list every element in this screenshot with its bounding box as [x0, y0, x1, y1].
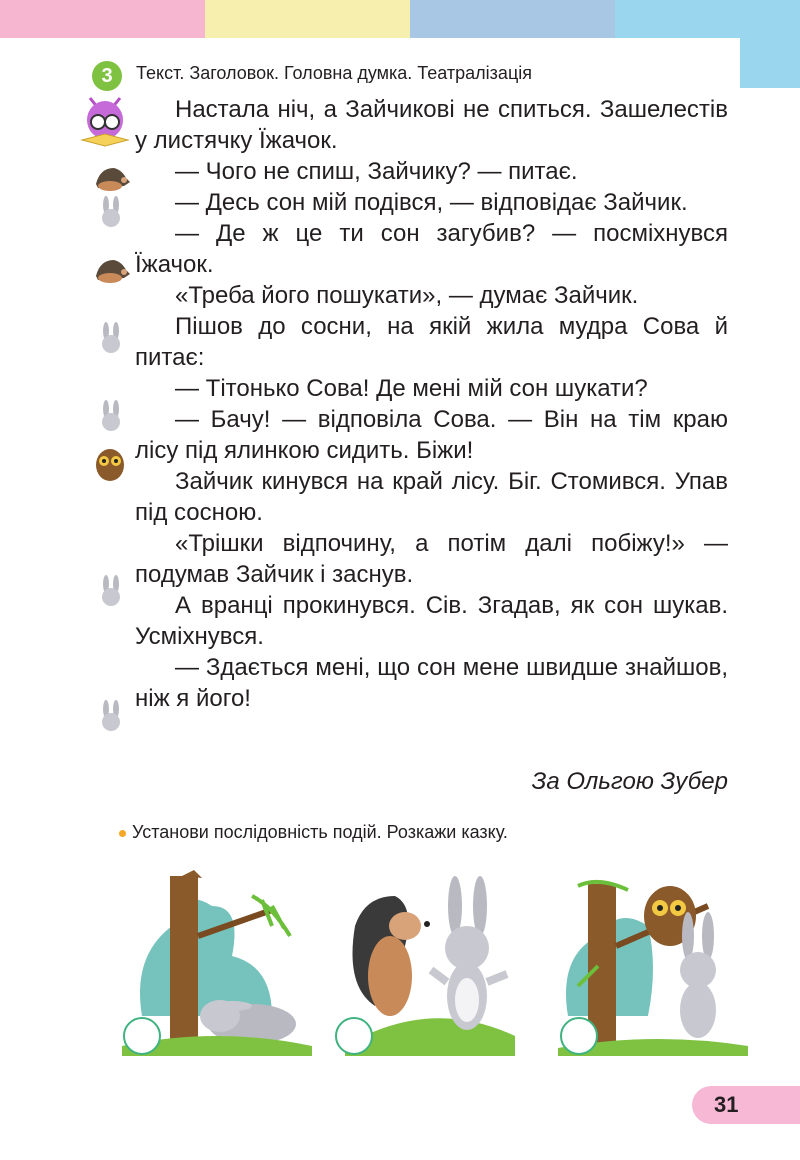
sequence-number-circle-2[interactable] [335, 1017, 373, 1055]
story-paragraph: Зайчик кинувся на край лісу. Біг. Стомився. Упав під сосною. [135, 468, 728, 526]
bunny-icon [92, 575, 132, 607]
story-paragraph: А вранці прокинувся. Сів. Згадав, як сон шукав. Усміхнувся. [135, 592, 728, 650]
task-text: Установи послідовність подій. Розкажи казку. [132, 822, 508, 842]
bunny-icon [92, 196, 132, 228]
top-bar-cyan [615, 0, 800, 38]
bunny-icon [92, 322, 132, 354]
story-paragraph: — Чого не спиш, Зайчику? — питає. [175, 158, 578, 185]
bunny-icon [92, 700, 132, 732]
story-paragraph: — Де ж це ти сон загубив? — посміхнувся Їжачок. [135, 220, 728, 278]
lesson-number-badge: 3 [92, 61, 122, 91]
bunny-icon [92, 400, 132, 432]
sequence-number-circle-1[interactable] [123, 1017, 161, 1055]
author-credit: За Ольгою Зубер [531, 768, 728, 795]
page-number: 31 [692, 1086, 800, 1124]
top-bar-pink [0, 0, 205, 38]
owl-icon [92, 443, 132, 483]
top-color-bar [0, 0, 800, 38]
hedgehog-icon [92, 254, 132, 286]
story-paragraph: — Тітонько Сова! Де мені мій сон шукати? [175, 375, 648, 402]
story-paragraph: «Треба його пошукати», — думає Зайчик. [175, 282, 639, 309]
story-paragraph: — Здається мені, що сон мене швидше знайшов, ніж я його! [135, 654, 728, 712]
story-paragraph: Настала ніч, а Зайчикові не спиться. Зашелестів у листячку Їжачок. [135, 96, 728, 154]
hedgehog-icon [92, 162, 132, 194]
top-right-tab [740, 38, 800, 88]
story-paragraph: «Трішки відпочину, а потім далі побіжу!» — подумав Зайчик і заснув. [135, 530, 728, 588]
top-bar-blue [410, 0, 615, 38]
bullet-icon [119, 830, 126, 837]
lesson-title: Текст. Заголовок. Головна думка. Театралізація [136, 63, 532, 83]
reader-owl-icon [80, 90, 130, 150]
story-paragraph: — Десь сон мій подівся, — відповідає Зайчик. [175, 189, 688, 216]
story-paragraph: — Бачу! — відповіла Сова. — Він на тім краю лісу під ялинкою сидить. Біжи! [135, 406, 728, 464]
task-instruction [119, 822, 508, 843]
story-text [135, 94, 728, 714]
story-paragraph: Пішов до сосни, на якій жила мудра Сова й питає: [135, 313, 728, 371]
top-bar-yellow [205, 0, 410, 38]
sequence-number-circle-3[interactable] [560, 1017, 598, 1055]
